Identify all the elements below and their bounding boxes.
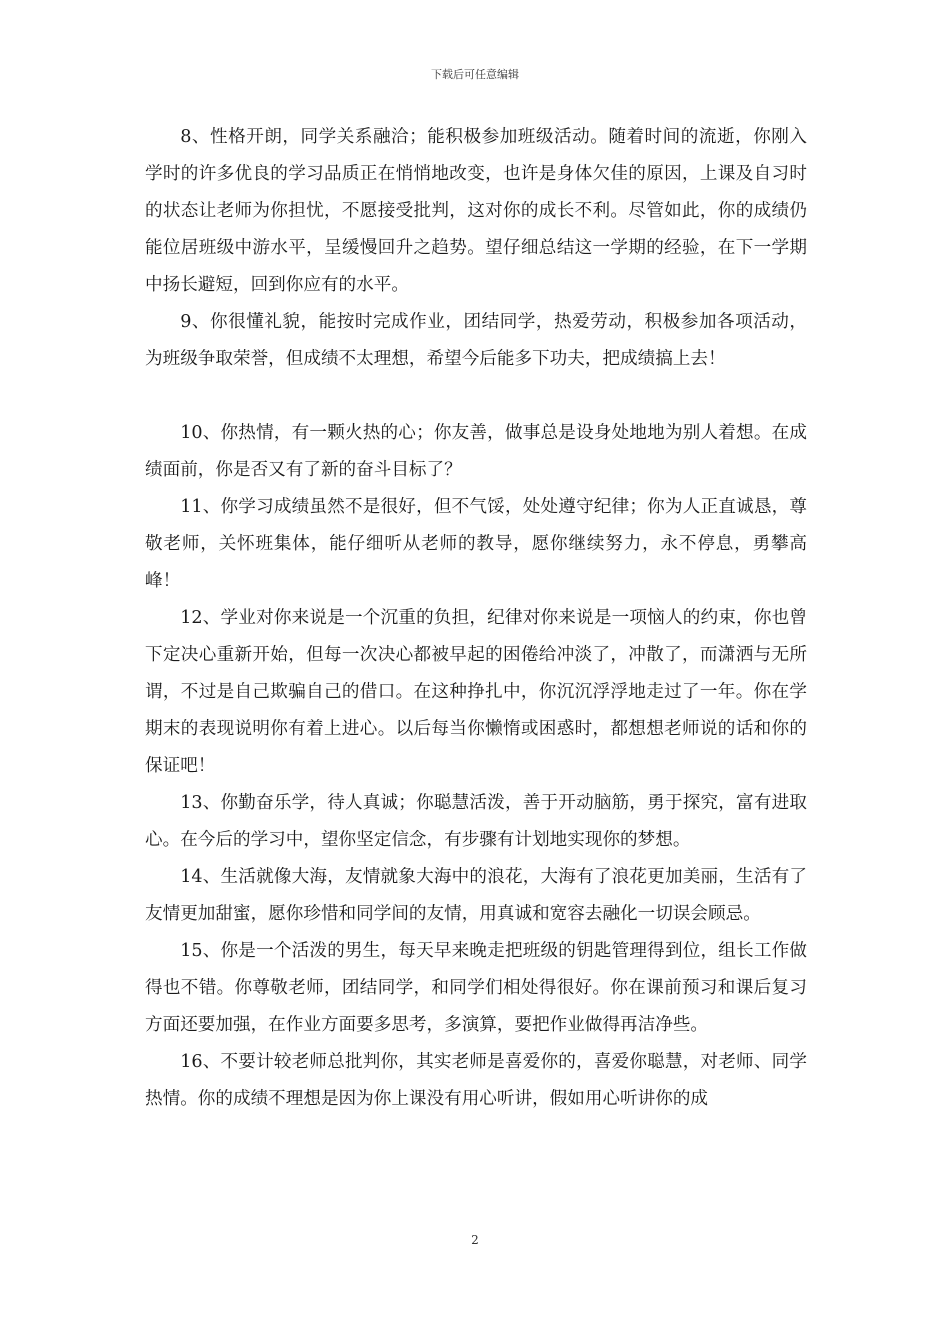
page-header: 下载后可任意编辑	[431, 68, 519, 81]
comment-paragraph-15: 15、你是一个活泼的男生，每天早来晚走把班级的钥匙管理得到位，组长工作做得也不错。你尊敬老师，团结同学，和同学们相处得很好。你在课前预习和课后复习方面还要加强，在作业方面要多思考，多演算，要把作业做得再洁净些。	[145, 941, 807, 1035]
document-body	[145, 119, 807, 1118]
comment-paragraph-14: 14、生活就像大海，友情就象大海中的浪花，大海有了浪花更加美丽，生活有了友情更加甜蜜，愿你珍惜和同学间的友情，用真诚和宽容去融化一切误会顾忌。	[145, 867, 807, 924]
comment-paragraph-13: 13、你勤奋乐学，待人真诚；你聪慧活泼，善于开动脑筋，勇于探究，富有进取心。在今后的学习中，望你坚定信念，有步骤有计划地实现你的梦想。	[145, 793, 807, 850]
comment-paragraph-10: 10、你热情，有一颗火热的心；你友善，做事总是设身处地地为别人着想。在成绩面前，你是否又有了新的奋斗目标了？	[145, 423, 807, 480]
comment-paragraph-12: 12、学业对你来说是一个沉重的负担，纪律对你来说是一项恼人的约束，你也曾下定决心重新开始，但每一次决心都被早起的困倦给冲淡了，冲散了，而潇洒与无所谓，不过是自己欺骗自己的借口。在这种挣扎中，你沉沉浮浮地走过了一年。你在学期末的表现说明你有着上进心。以后每当你懒惰或困惑时，都想想老师说的话和你的保证吧！	[145, 608, 807, 776]
comment-paragraph-11: 11、你学习成绩虽然不是很好，但不气馁，处处遵守纪律；你为人正直诚恳，尊敬老师，关怀班集体，能仔细听从老师的教导，愿你继续努力，永不停息，勇攀高峰！	[145, 497, 807, 591]
page-number: 2	[471, 1233, 479, 1247]
comment-paragraph-9: 9、你很懂礼貌，能按时完成作业，团结同学，热爱劳动，积极参加各项活动，为班级争取荣誉，但成绩不太理想，希望今后能多下功夫，把成绩搞上去！	[145, 312, 807, 369]
comment-paragraph-8: 8、性格开朗，同学关系融洽；能积极参加班级活动。随着时间的流逝，你刚入学时的许多优良的学习品质正在悄悄地改变，也许是身体欠佳的原因，上课及自习时的状态让老师为你担忧，不愿接受批判，这对你的成长不利。尽管如此，你的成绩仍能位居班级中游水平，呈缓慢回升之趋势。望仔细总结这一学期的经验，在下一学期中扬长避短，回到你应有的水平。	[145, 127, 807, 295]
comment-paragraph-16: 16、不要计较老师总批判你，其实老师是喜爱你的，喜爱你聪慧，对老师、同学热情。你的成绩不理想是因为你上课没有用心听讲，假如用心听讲你的成	[145, 1052, 807, 1109]
paragraph-gap	[145, 378, 807, 415]
